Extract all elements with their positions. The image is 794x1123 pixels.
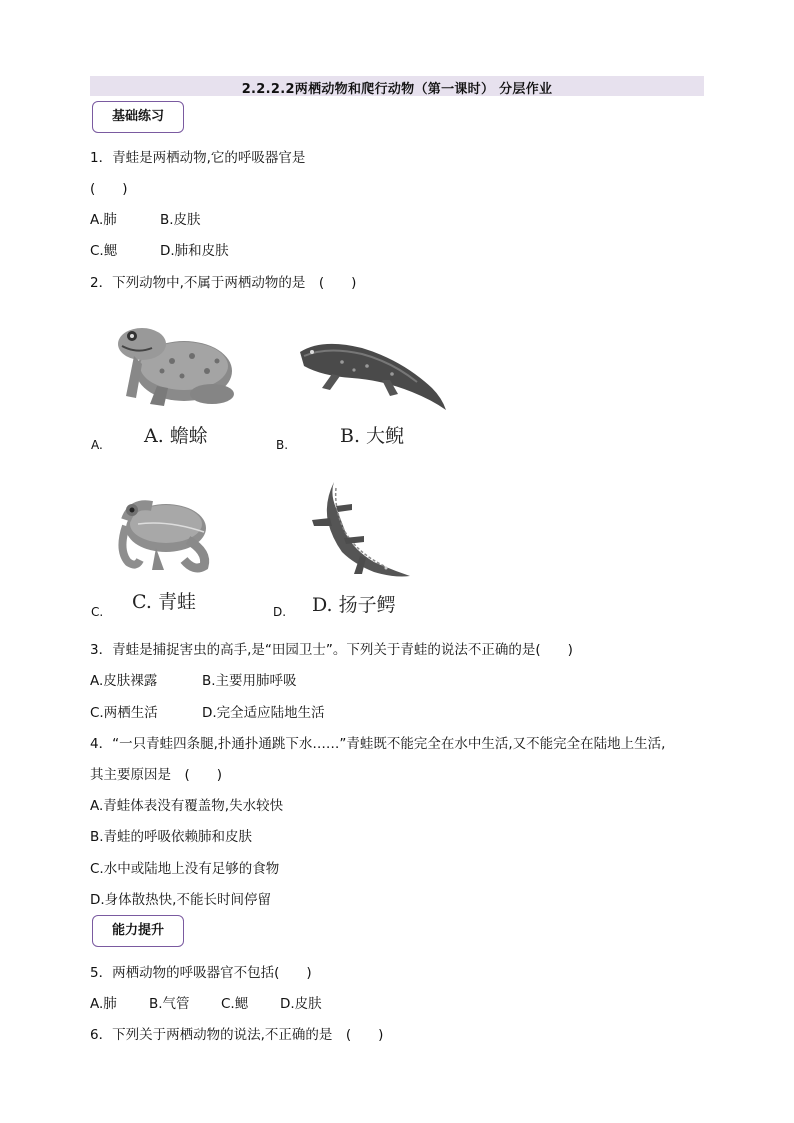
q4-option-d: D.身体散热快,不能长时间停留	[90, 892, 271, 908]
q4-option-c: C.水中或陆地上没有足够的食物	[90, 861, 280, 877]
q1-option-c: C.鳃	[90, 243, 118, 259]
q3-option-c: C.两栖生活	[90, 705, 158, 721]
q4-stem-line1: 4．“一只青蛙四条腿,扑通扑通跳下水……”青蛙既不能完全在水中生活,又不能完全在陆地上生活,	[90, 736, 666, 752]
crocodile-image	[294, 478, 414, 583]
q5-option-d: D.皮肤	[280, 996, 322, 1012]
q2-option-d-label: D.	[273, 605, 287, 619]
toad-image	[112, 316, 242, 416]
q2-option-b-label: B.	[276, 438, 289, 452]
q1-stem: 1．青蛙是两栖动物,它的呼吸器官是	[90, 150, 306, 166]
q2-caption-d: D. 扬子鳄	[312, 594, 396, 616]
frog-image	[108, 480, 220, 576]
section-advanced: 能力提升	[92, 915, 184, 947]
q2-stem: 2．下列动物中,不属于两栖动物的是 ( )	[90, 275, 357, 291]
q5-option-c: C.鳃	[221, 996, 249, 1012]
page-title: 2.2.2.2两栖动物和爬行动物（第一课时） 分层作业	[241, 82, 553, 97]
q2-caption-a: A. 蟾蜍	[144, 425, 208, 447]
q1-option-d: D.肺和皮肤	[160, 243, 229, 259]
q1-paren: ( )	[90, 181, 128, 197]
q4-option-b: B.青蛙的呼吸依赖肺和皮肤	[90, 829, 253, 845]
q5-option-a: A.肺	[90, 996, 117, 1012]
section-basic: 基础练习	[92, 101, 184, 133]
q1-option-b: B.皮肤	[160, 212, 201, 228]
q3-option-d: D.完全适应陆地生活	[202, 705, 325, 721]
q5-option-b: B.气管	[149, 996, 190, 1012]
q3-option-b: B.主要用肺呼吸	[202, 673, 297, 689]
q4-option-a: A.青蛙体表没有覆盖物,失水较快	[90, 798, 284, 814]
q2-caption-b: B. 大鲵	[340, 425, 405, 447]
salamander-image	[292, 330, 452, 415]
q2-caption-c: C. 青蛙	[132, 591, 196, 613]
q4-stem-line2: 其主要原因是 ( )	[90, 767, 223, 783]
q5-stem: 5．两栖动物的呼吸器官不包括( )	[90, 965, 312, 981]
q1-option-a: A.肺	[90, 212, 117, 228]
q2-option-c-label: C.	[91, 605, 104, 619]
q2-option-a-label: A.	[91, 438, 103, 452]
q3-option-a: A.皮肤裸露	[90, 673, 158, 689]
q6-stem: 6．下列关于两栖动物的说法,不正确的是 ( )	[90, 1027, 384, 1043]
q3-stem: 3．青蛙是捕捉害虫的高手,是“田园卫士”。下列关于青蛙的说法不正确的是( )	[90, 642, 573, 658]
